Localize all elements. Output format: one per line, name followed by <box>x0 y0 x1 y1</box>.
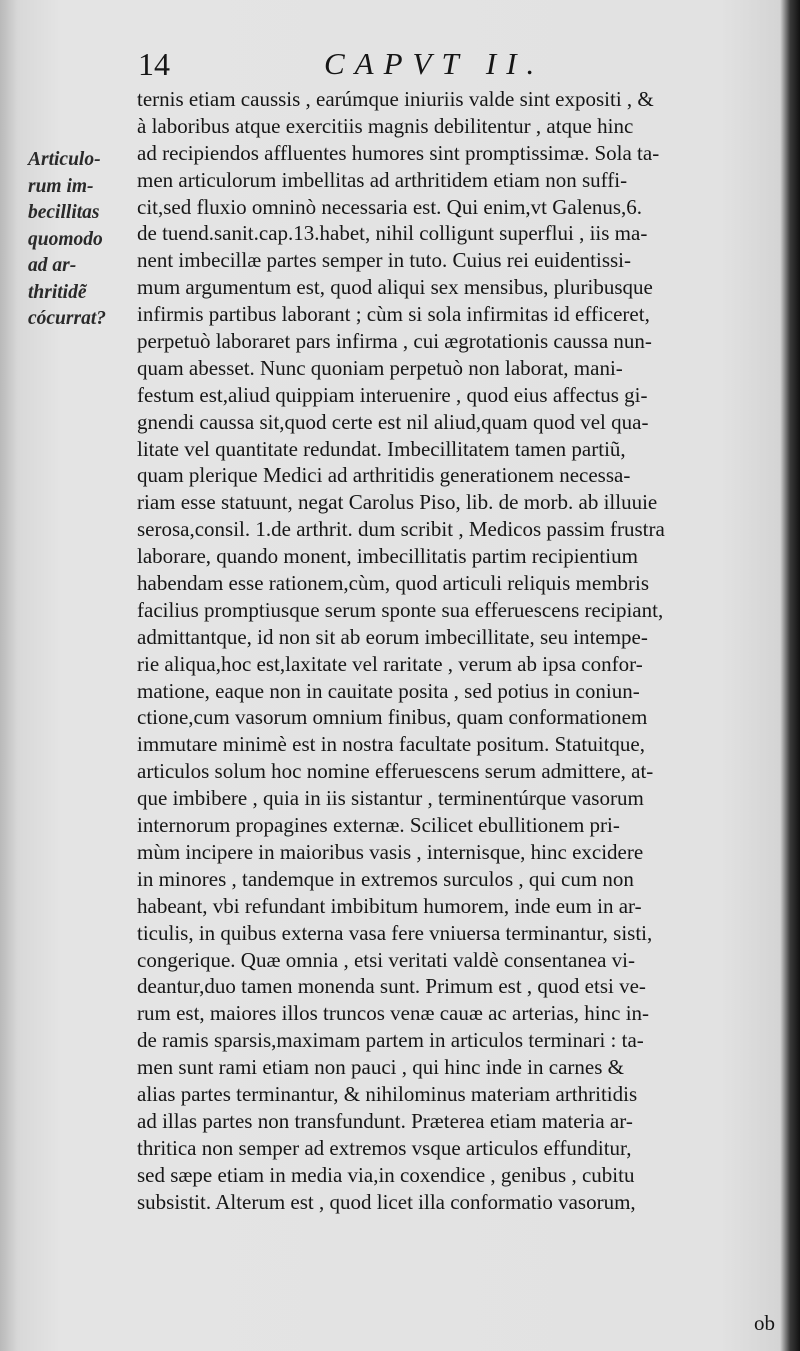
running-head: CAPVT II. <box>324 46 545 81</box>
text-line: cit,sed fluxio omninò necessaria est. Qui enim,vt Galenus,6. <box>137 194 643 219</box>
text-line: litate vel quantitate redundat. Imbecillitatem tamen partiũ, <box>137 436 626 461</box>
margin-note-line: Articulo- <box>28 149 101 170</box>
text-line: serosa,consil. 1.de arthrit. dum scribit , Medicos passim frustra <box>137 517 665 542</box>
text-line: articulos solum hoc nomine efferuescens serum admittere, at- <box>137 759 654 784</box>
text-line: internorum propagines externæ. Scilicet ebullitionem pri- <box>137 813 620 838</box>
text-line: mùm incipere in maioribus vasis , internisque, hinc excidere <box>137 839 644 864</box>
margin-note-line: rum im- <box>28 175 94 197</box>
text-line: quam abesset. Nunc quoniam perpetuò non laborat, mani- <box>137 355 623 380</box>
text-line: ternis etiam caussis , earúmque iniuriis valde sint expositi , & <box>137 87 654 111</box>
text-line: sed sæpe etiam in media via,in coxendice , genibus , cubitu <box>137 1162 635 1187</box>
text-line: festum est,aliud quippiam interuenire , quod eius affectus gi- <box>137 382 648 407</box>
page-header <box>138 44 598 84</box>
text-line: congerique. Quæ omnia , etsi veritati valdè consentanea vi- <box>137 947 636 972</box>
text-line: deantur,duo tamen monenda sunt. Primum est , quod etsi ve- <box>137 974 646 999</box>
text-line: admittantque, id non sit ab eorum imbecillitate, seu intempe- <box>137 624 648 649</box>
text-line: subsistit. Alterum est , quod licet illa conformatio vasorum, <box>137 1189 636 1214</box>
margin-note-line: ad ar- <box>28 255 77 276</box>
text-line: facilius promptiusque serum sponte sua efferuescens recipiant, <box>137 597 664 622</box>
text-line: ticulis, in quibus externa vasa fere vniuersa terminantur, sisti, <box>137 920 653 945</box>
text-line: alias partes terminantur, & nihilominus materiam arthritidis <box>137 1081 638 1106</box>
text-line: mum argumentum est, quod aliqui sex mensibus, pluribusque <box>137 275 653 300</box>
text-line: gnendi caussa sit,quod certe est nil aliud,quam quod vel qua- <box>137 409 649 434</box>
page-number: 14 <box>138 46 170 82</box>
text-line: riam esse statuunt, negat Carolus Piso, lib. de morb. ab illuuie <box>137 490 658 515</box>
margin-note-line: becillitas <box>28 202 100 223</box>
text-line: immutare minimè est in nostra facultate positum. Statuitque, <box>137 732 645 757</box>
text-line: men articulorum imbellitas ad arthritidem etiam non suffi- <box>137 167 628 192</box>
text-line: ctione,cum vasorum omnium finibus, quam conformationem <box>137 705 648 730</box>
margin-note-line: cócurrat? <box>28 308 106 329</box>
body-text <box>137 86 792 1215</box>
margin-note-line: quomodo <box>28 228 103 250</box>
text-line: ad recipiendos affluentes humores sint promptissimæ. Sola ta- <box>137 140 660 165</box>
margin-note-line: thritidẽ <box>28 281 87 303</box>
text-line: rie aliqua,hoc est,laxitate vel raritate , verum ab ipsa confor- <box>137 651 643 676</box>
margin-note <box>28 147 132 333</box>
text-line: de ramis sparsis,maximam partem in articulos terminari : ta- <box>137 1028 644 1053</box>
catchword: ob <box>754 1311 775 1335</box>
text-line: laborare, quando monent, imbecillitatis partim recipientium <box>137 544 638 569</box>
text-line: ad illas partes non transfundunt. Præterea etiam materia ar- <box>137 1108 633 1133</box>
text-line: in minores , tandemque in extremos surculos , qui cum non <box>137 866 634 891</box>
text-line: de tuend.sanit.cap.13.habet, nihil colligunt superflui , iis ma- <box>137 221 648 246</box>
text-line: rum est, maiores illos truncos venæ cauæ ac arterias, hinc in- <box>137 1001 650 1026</box>
text-line: habendam esse rationem,cùm, quod articuli reliquis membris <box>137 571 650 596</box>
text-line: thritica non semper ad extremos vsque articulos effunditur, <box>137 1135 632 1160</box>
text-line: men sunt rami etiam non pauci , qui hinc inde in carnes & <box>137 1055 624 1080</box>
text-line: nent imbecillæ partes semper in tuto. Cuius rei euidentissi- <box>137 248 631 273</box>
text-line: habeant, vbi refundant imbibitum humorem, inde eum in ar- <box>137 893 642 918</box>
text-line: perpetuò laboraret pars infirma , cui ægrotationis caussa nun- <box>137 329 652 354</box>
text-line: que imbibere , quia in iis sistantur , terminentúrque vasorum <box>137 786 644 811</box>
text-line: infirmis partibus laborant ; cùm si sola infirmitas id efficeret, <box>137 302 650 327</box>
text-line: quam plerique Medici ad arthritidis generationem necessa- <box>137 463 631 488</box>
text-line: matione, eaque non in cauitate posita , sed potius in coniun- <box>137 678 640 703</box>
text-line: à laboribus atque exercitiis magnis debilitentur , atque hinc <box>137 113 634 138</box>
